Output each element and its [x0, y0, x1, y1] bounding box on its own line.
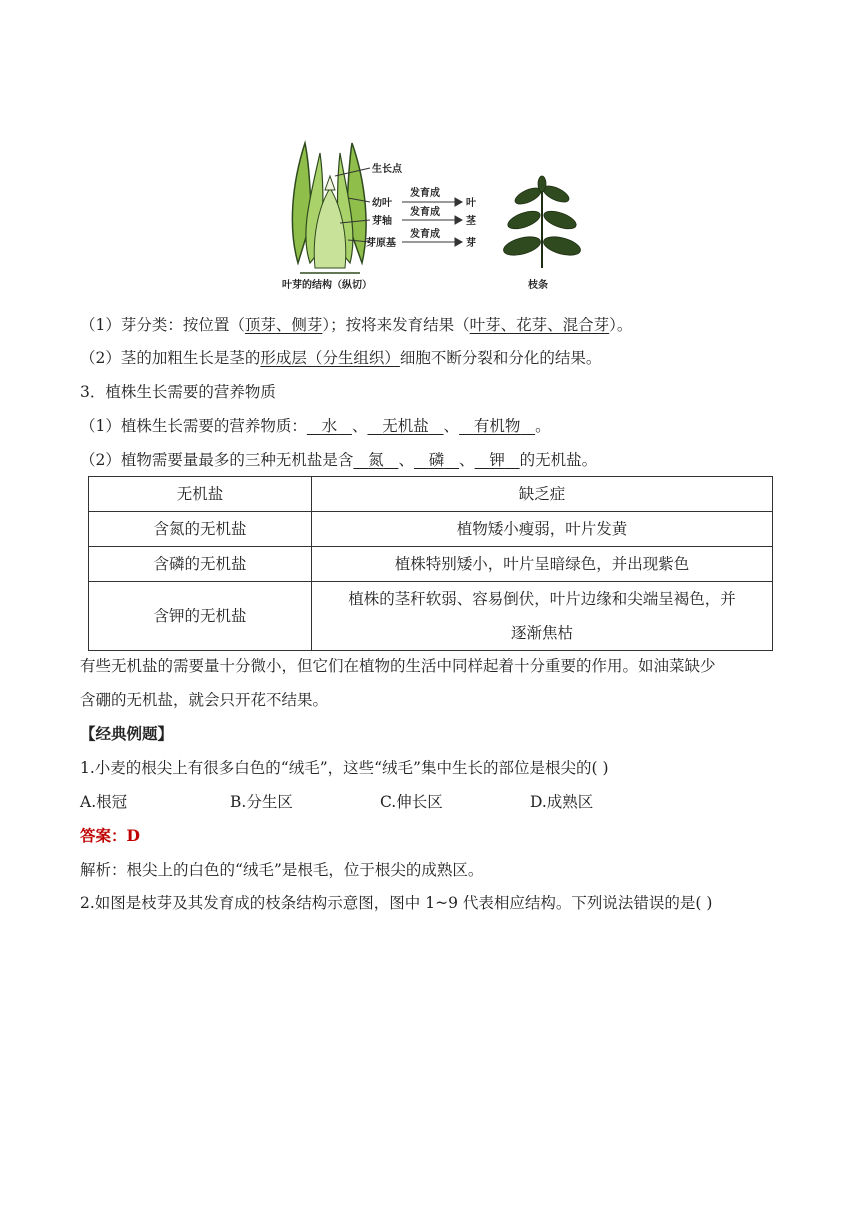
blank-organic-matter	[459, 414, 535, 438]
label-growth-point: 生长点	[372, 164, 402, 175]
blank-text: 水	[321, 417, 338, 435]
table-row	[89, 582, 773, 651]
text: 。	[535, 417, 551, 435]
table-cell-line: 植株的茎秆软弱、容易倒伏，叶片边缘和尖端呈褐色，并	[348, 590, 736, 608]
label-stem: 茎	[466, 216, 476, 227]
label-leaf: 叶	[466, 198, 476, 209]
table-row	[89, 512, 773, 547]
label-bud-axis: 芽轴	[372, 216, 392, 227]
blank-potassium	[475, 448, 520, 472]
analysis-text: 解析：根尖上的白色的“绒毛”是根毛，位于根尖的成熟区。	[80, 861, 484, 879]
label-develop-3: 发育成	[410, 229, 440, 240]
answer-position: 顶芽、侧芽	[244, 316, 323, 334]
answer-label: 答案：D	[80, 826, 140, 845]
blank-text: 有机物	[473, 417, 521, 435]
text: 的无机盐。	[519, 451, 598, 469]
question-1-options	[80, 790, 680, 814]
blank-text: 氮	[368, 451, 384, 469]
bud-classification	[80, 313, 632, 337]
option-a: A.根冠	[80, 793, 128, 811]
nutrients-needed	[80, 414, 551, 438]
text: 、	[398, 451, 414, 469]
text: ）；按将来发育结果（	[322, 316, 470, 334]
table-cell	[312, 582, 773, 651]
option-b: B.分生区	[230, 793, 293, 811]
text: （1）植株生长需要的营养物质：	[80, 417, 307, 435]
table-cell: 植株特别矮小，叶片呈暗绿色，并出现紫色	[312, 547, 773, 582]
blank-water	[307, 414, 352, 438]
table-cell: 含磷的无机盐	[89, 547, 312, 582]
text: 、	[459, 451, 475, 469]
stem-thickening	[80, 346, 601, 370]
leaf-bud-drawing	[292, 143, 366, 273]
text: 细胞不断分裂和分化的结果。	[399, 349, 602, 367]
label-bud-primordium: 芽原基	[366, 238, 396, 249]
blank-text: 无机盐	[382, 417, 429, 435]
paragraph-line: 含硼的无机盐，就会只开花不结果。	[80, 691, 329, 709]
table-header-row	[89, 477, 773, 512]
blank-nitrogen	[353, 448, 398, 472]
blank-text: 钾	[489, 451, 505, 469]
bud-structure-figure	[270, 128, 590, 298]
table-cell: 含钾的无机盐	[89, 582, 312, 651]
label-develop-1: 发育成	[410, 188, 440, 199]
question-2: 2.如图是枝芽及其发育成的枝条结构示意图，图中 1~9 代表相应结构。下列说法错误的是( )	[80, 894, 713, 912]
branch-drawing	[502, 176, 583, 268]
blank-mineral-salt	[367, 414, 443, 438]
table-row	[89, 547, 773, 582]
label-bud: 芽	[466, 238, 476, 249]
option-c: C.伸长区	[380, 793, 443, 811]
table-cell: 含氮的无机盐	[89, 512, 312, 547]
mineral-deficiency-table	[88, 476, 773, 651]
table-header: 无机盐	[89, 477, 312, 512]
section-heading-3: 3．植株生长需要的营养物质	[80, 383, 276, 401]
table-header: 缺乏症	[312, 477, 773, 512]
answer-cambium: 形成层（分生组织）	[260, 349, 400, 367]
blank-text: 磷	[428, 451, 445, 469]
caption-left: 叶芽的结构（纵切）	[282, 280, 372, 291]
three-mineral-salts	[80, 448, 597, 472]
text: （1）芽分类：按位置（	[80, 316, 245, 334]
paragraph-line: 有些无机盐的需要量十分微小，但它们在植物的生活中同样起着十分重要的作用。如油菜缺少	[80, 657, 716, 675]
text: （2）植物需要量最多的三种无机盐是含	[80, 451, 354, 469]
text: （2）茎的加粗生长是茎的	[80, 349, 261, 367]
caption-right: 枝条	[528, 280, 548, 291]
text: 、	[351, 417, 368, 435]
table-cell: 植物矮小瘦弱，叶片发黄	[312, 512, 773, 547]
table-cell-line: 逐渐焦枯	[510, 624, 573, 642]
blank-phosphorus	[414, 448, 459, 472]
answer-result: 叶芽、花芽、混合芽	[469, 316, 610, 334]
text: 、	[443, 417, 460, 435]
label-young-leaf: 幼叶	[372, 198, 392, 209]
option-d: D.成熟区	[530, 793, 594, 811]
label-develop-2: 发育成	[410, 207, 440, 218]
section-title: 【经典例题】	[80, 724, 174, 743]
question-1: 1.小麦的根尖上有很多白色的“绒毛”，这些“绒毛”集中生长的部位是根尖的( )	[80, 759, 609, 777]
text: ）。	[609, 316, 633, 334]
